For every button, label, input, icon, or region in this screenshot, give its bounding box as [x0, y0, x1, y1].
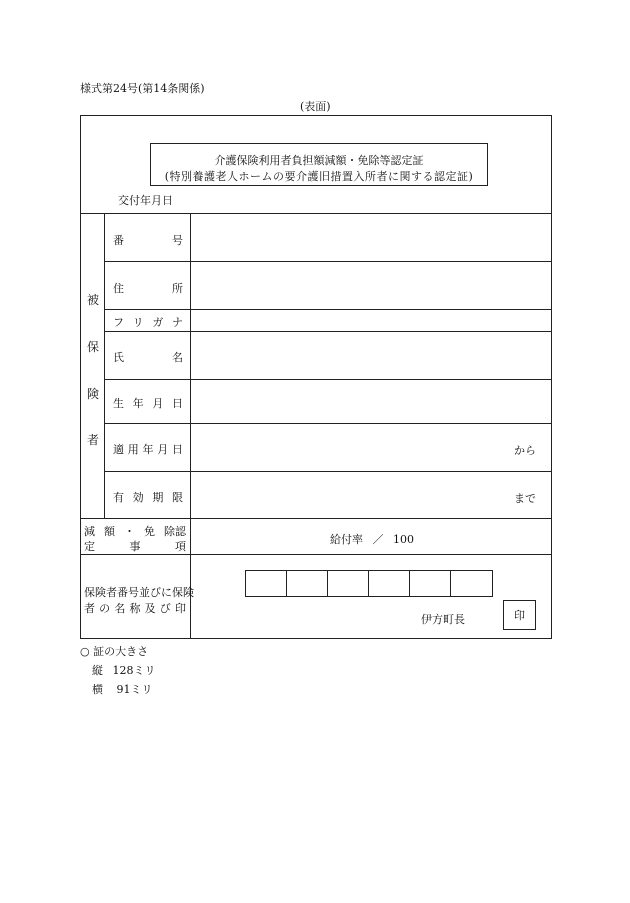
- divider-insured: [80, 518, 552, 519]
- label-name: 氏 名: [113, 351, 183, 364]
- issue-date-label: 交付年月日: [118, 194, 173, 207]
- insurer-number-boxes: [245, 570, 493, 597]
- valid-suffix: まで: [514, 492, 536, 505]
- divider-header: [80, 213, 552, 214]
- issuer-mayor: 伊方町長: [421, 613, 465, 626]
- label-address: 住 所: [113, 282, 183, 295]
- insured-label-char: 保: [87, 340, 100, 354]
- insured-label-char: 者: [87, 433, 100, 447]
- size-heading: ○ 証の大きさ: [80, 645, 149, 658]
- divider-reduction: [80, 554, 552, 555]
- insurer-number-cell[interactable]: [369, 571, 410, 596]
- reduction-label-line1: 減 額 ・ 免 除認: [84, 525, 186, 538]
- insurer-number-cell[interactable]: [287, 571, 328, 596]
- label-furigana: フ リ ガ ナ: [113, 316, 183, 329]
- certificate-title-box: [150, 143, 488, 186]
- divider-furigana: [104, 331, 552, 332]
- divider-name: [104, 379, 552, 380]
- side-label: (表面): [300, 100, 331, 113]
- certificate-subtitle: (特別養護老人ホームの要介護旧措置入所者に関する認定証): [164, 170, 474, 183]
- form-number: 様式第24号(第14条関係): [80, 82, 205, 95]
- divider-effective: [104, 471, 552, 472]
- seal-box: [503, 600, 536, 630]
- insured-label-char: 被: [87, 293, 100, 307]
- insurer-number-cell[interactable]: [451, 571, 492, 596]
- insurer-number-cell[interactable]: [246, 571, 287, 596]
- label-valid-period: 有 効 期 限: [113, 491, 183, 504]
- size-length: 縦 128ミリ: [92, 664, 156, 677]
- divider-vertical-label: [190, 213, 191, 639]
- insurer-label-line1: 保険者番号並びに保険: [84, 586, 194, 599]
- label-effective-date: 適 用 年 月 日: [113, 443, 183, 456]
- size-width: 横 91ミリ: [92, 683, 153, 696]
- effective-suffix: から: [514, 444, 536, 457]
- insurer-label-line2: 者 の 名 称 及 び 印: [84, 602, 186, 615]
- seal-label: 印: [514, 609, 525, 622]
- benefit-rate: 給付率 ／ 100: [330, 533, 414, 546]
- divider-vertical-insured: [104, 213, 105, 518]
- divider-address: [104, 309, 552, 310]
- reduction-label-line2: 定 事 項: [84, 540, 186, 553]
- insurer-number-cell[interactable]: [328, 571, 369, 596]
- divider-number: [104, 261, 552, 262]
- label-number: 番 号: [113, 234, 183, 247]
- divider-birthdate: [104, 423, 552, 424]
- label-birthdate: 生 年 月 日: [113, 397, 183, 410]
- insured-label-char: 険: [87, 387, 100, 401]
- insurer-number-cell[interactable]: [410, 571, 451, 596]
- certificate-title: 介護保険利用者負担額減額・免除等認定証: [214, 154, 424, 167]
